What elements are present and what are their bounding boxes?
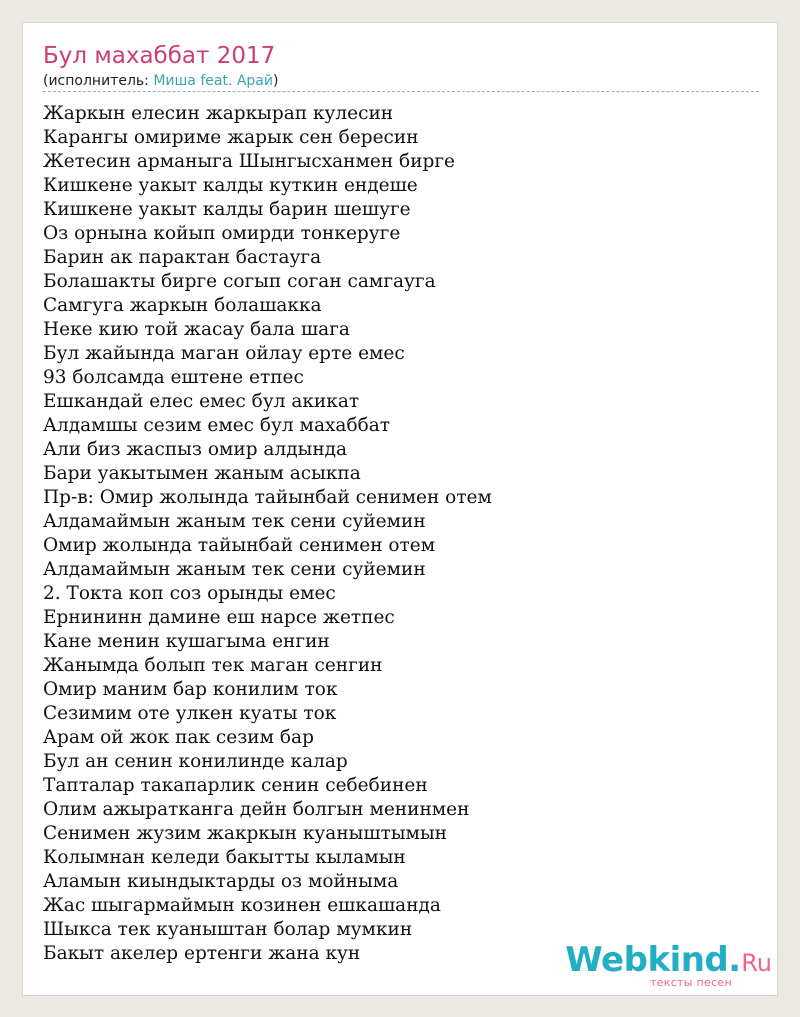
lyric-line: Карангы омириме жарык сен бересин xyxy=(43,127,419,148)
lyric-line: Болашакты бирге согып соган самгауга xyxy=(43,271,436,292)
artist-suffix: ) xyxy=(272,73,279,89)
lyric-line: Жас шыгармаймын козинен ешкашанда xyxy=(43,895,441,916)
lyric-line: Барин ак парактан бастауга xyxy=(43,247,322,268)
lyric-line: Аламын киындыктарды оз мойныма xyxy=(43,871,399,892)
lyric-line: 93 болсамда ештене етпес xyxy=(43,367,304,388)
lyric-line: Омир маним бар конилим ток xyxy=(43,679,338,700)
lyric-line: Оз орнына койып омирди тонкеруге xyxy=(43,223,401,244)
lyrics-card xyxy=(22,22,778,996)
lyric-line: Алдамаймын жаным тек сени суйемин xyxy=(43,559,426,580)
lyric-line: Пр-в: Омир жолында тайынбай сенимен отем xyxy=(43,487,492,508)
lyric-line: Шыкса тек куаныштан болар мумкин xyxy=(43,919,413,940)
lyric-line: Жетесин арманыга Шынгысханмен бирге xyxy=(43,151,456,172)
lyric-line: Бакыт акелер ертенги жана кун xyxy=(43,943,361,964)
lyric-line: Алдамаймын жаным тек сени суйемин xyxy=(43,511,426,532)
lyric-line: Жанымда болып тек маган сенгин xyxy=(43,655,383,676)
lyric-line: Кишкене уакыт калды куткин ендеше xyxy=(43,175,418,196)
lyric-line: Кане менин кушагыма енгин xyxy=(43,631,330,652)
lyric-line: Бари уакытымен жаным асыкпа xyxy=(43,463,361,484)
lyric-line: Али биз жаспыз омир алдында xyxy=(43,439,348,460)
lyric-line: Неке кию той жасау бала шага xyxy=(43,319,350,340)
lyric-line: Бул жайында маган ойлау ерте емес xyxy=(43,343,405,364)
lyric-line: Сенимен жузим жакркын куаныштымын xyxy=(43,823,447,844)
lyric-line: Тапталар такапарлик сенин себебинен xyxy=(43,775,428,796)
lyric-line: Бул ан сенин конилинде калар xyxy=(43,751,348,772)
artist-line xyxy=(43,72,278,90)
song-title: Бул махаббат 2017 xyxy=(43,43,276,69)
site-logo[interactable] xyxy=(565,940,772,992)
lyric-line: 2. Токта коп соз орынды емес xyxy=(43,583,336,604)
divider xyxy=(43,91,759,92)
logo-word: Webkind xyxy=(565,940,729,980)
lyric-line: Ешкандай елес емес бул акикат xyxy=(43,391,360,412)
lyric-line: Арам ой жок пак сезим бар xyxy=(43,727,314,748)
lyric-line: Кишкене уакыт калды барин шешуге xyxy=(43,199,411,220)
artist-prefix: (исполнитель: xyxy=(43,73,154,89)
lyric-line: Алдамшы сезим емес бул махаббат xyxy=(43,415,390,436)
logo-tld: Ru xyxy=(741,949,772,977)
lyric-line: Омир жолында тайынбай сенимен отем xyxy=(43,535,436,556)
lyric-line: Жаркын елесин жаркырап кулесин xyxy=(43,103,394,124)
lyric-line: Олим ажыратканга дейн болгын менинмен xyxy=(43,799,470,820)
lyric-line: Самгуга жаркын болашакка xyxy=(43,295,322,316)
lyric-line: Колымнан келеди бакытты кыламын xyxy=(43,847,406,868)
lyric-line: Сезимим оте улкен куаты ток xyxy=(43,703,337,724)
logo-subtitle: тексты песен xyxy=(649,976,732,989)
lyrics-text xyxy=(43,102,755,966)
logo-dot: . xyxy=(728,940,742,980)
lyric-line: Ернининн дамине еш нарсе жетпес xyxy=(43,607,395,628)
artist-link[interactable]: Миша feat. Арай xyxy=(153,73,273,89)
